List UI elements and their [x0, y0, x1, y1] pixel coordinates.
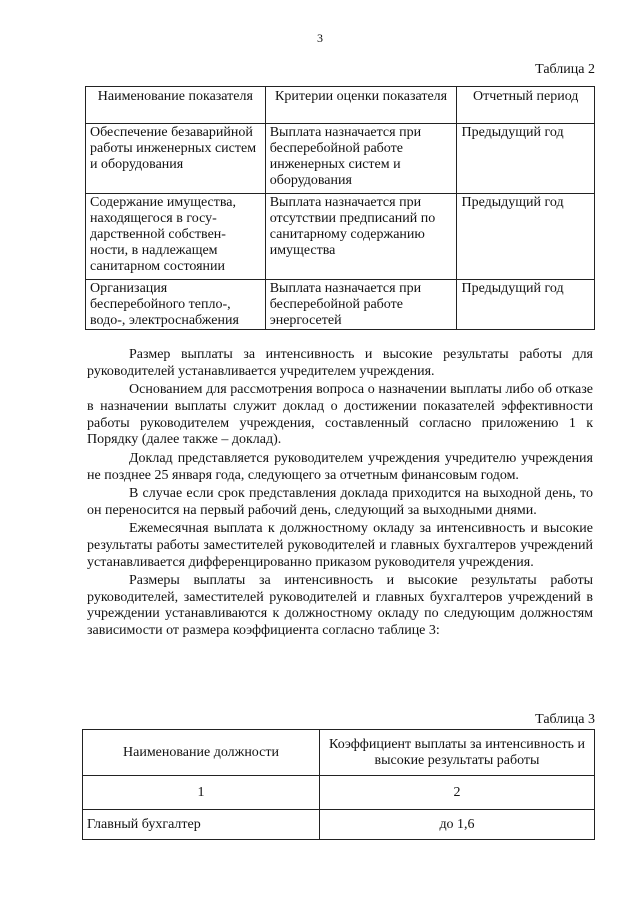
- table-3-header-row: [83, 730, 595, 776]
- table-2-cell: Предыдущий год: [457, 280, 595, 330]
- table-2-cell: Обеспечение безаварийной работы инженерных систем и оборудования: [86, 124, 266, 194]
- table-3-cell: до 1,6: [320, 810, 595, 840]
- table-2: [85, 86, 595, 330]
- table-2-cell: Организация бесперебойного тепло-, водо-, электроснабжения: [86, 280, 266, 330]
- table-2-caption: Таблица 2: [535, 62, 595, 77]
- table-2-cell: Предыдущий год: [457, 124, 595, 194]
- table-3-caption: Таблица 3: [535, 712, 595, 727]
- table-3: [82, 729, 595, 840]
- paragraph: Ежемесячная выплата к должностному окладу за интенсивность и высокие результаты работы заместителей руководителей и главных бухгалтеров учреждений устанавливается дифференцированно приказом руководителя учреждения.: [87, 520, 593, 570]
- table-2-header-criteria: Критерии оценки показателя: [265, 87, 457, 124]
- table-2-header-row: [86, 87, 595, 124]
- table-row: [86, 124, 595, 194]
- body-text: [87, 347, 593, 642]
- table-3-cell: Главный бухгалтер: [83, 810, 320, 840]
- table-2-cell: Выплата назначается при бесперебойной работе энергосетей: [265, 280, 457, 330]
- table-3-column-number: 1: [83, 776, 320, 810]
- table-3-column-number: 2: [320, 776, 595, 810]
- table-row: [86, 194, 595, 280]
- table-3-header-position: Наименование должности: [83, 730, 320, 776]
- table-2-cell: Содержание имущества, находящегося в госу-дарственной собствен-ности, в надлежащем санитарном состоянии: [86, 194, 266, 280]
- table-row: [83, 810, 595, 840]
- table-3-numbering-row: [83, 776, 595, 810]
- table-2-cell: Выплата назначается при бесперебойной работе инженерных систем и оборудования: [265, 124, 457, 194]
- paragraph: Размеры выплаты за интенсивность и высокие результаты работы руководителей, заместителей руководителей и главных бухгалтеров учреждений в учреждении устанавливаются к должностному окладу по следующим должностям зависимости от размера коэффициента согласно таблице 3:: [87, 572, 593, 639]
- table-2-cell: Выплата назначается при отсутствии предписаний по санитарному содержанию имущества: [265, 194, 457, 280]
- table-2-header-period: Отчетный период: [457, 87, 595, 124]
- paragraph: Доклад представляется руководителем учреждения учредителю учреждения не позднее 25 января года, следующего за отчетным финансовым годом.: [87, 450, 593, 483]
- paragraph: Основанием для рассмотрения вопроса о назначении выплаты либо об отказе в назначении выплаты служит доклад о достижении показателей эффективности работы руководителем учреждения, составленный согласно приложению 1 к Порядку (далее также – доклад).: [87, 382, 593, 448]
- table-row: [86, 280, 595, 330]
- table-2-cell: Предыдущий год: [457, 194, 595, 280]
- paragraph: Размер выплаты за интенсивность и высокие результаты работы для руководителей устанавливается учредителем учреждения.: [87, 347, 593, 379]
- paragraph: В случае если срок представления доклада приходится на выходной день, то он переносится на первый рабочий день, следующий за выходными днями.: [87, 485, 593, 518]
- page-number: 3: [317, 31, 323, 45]
- table-3-header-coefficient: Коэффициент выплаты за интенсивность и высокие результаты работы: [320, 730, 595, 776]
- table-2-header-indicator: Наименование показателя: [86, 87, 266, 124]
